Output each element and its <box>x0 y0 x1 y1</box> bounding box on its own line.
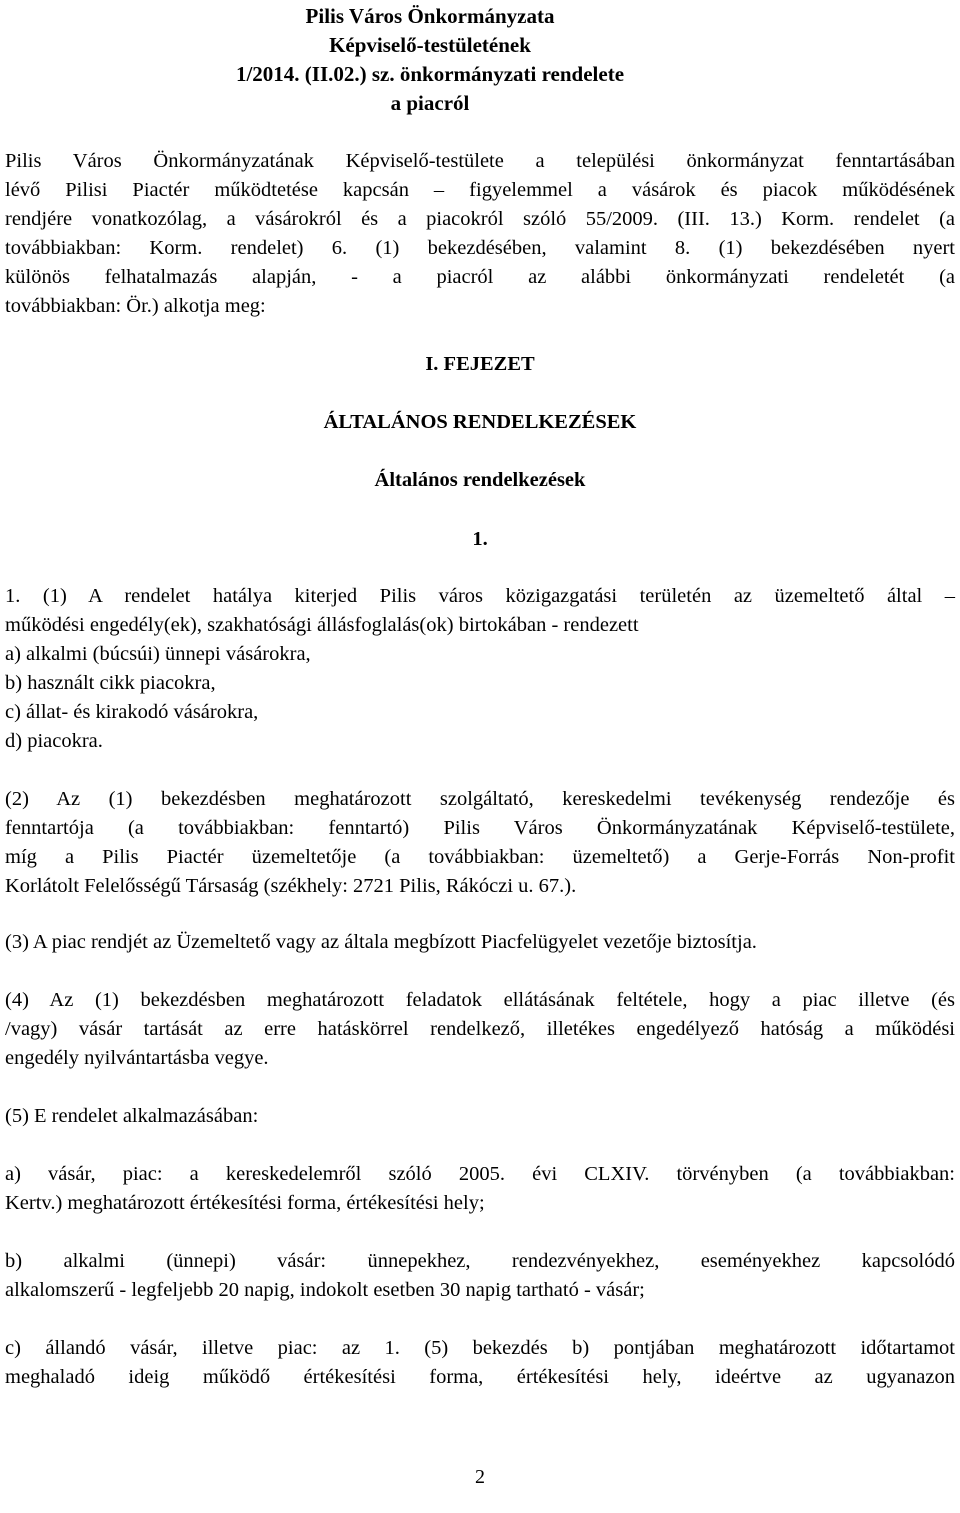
paragraph-line: engedély nyilvántartásba vegye. <box>5 1047 269 1069</box>
definition-line: c) állandó vásár, illetve piac: az 1. (5) bekezdés b) pontjában meghatározott időtartamot <box>5 1337 955 1359</box>
list-item: c) állat- és kirakodó vásárokra, <box>5 701 259 723</box>
preamble-paragraph <box>5 147 955 321</box>
list-item: a) alkalmi (búcsúi) ünnepi vásárokra, <box>5 643 311 665</box>
paragraph-line: Korlátolt Felelősségű Társaság (székhely: 2721 Pilis, Rákóczi u. 67.). <box>5 875 577 897</box>
preamble-line: lévő Pilisi Piactér működtetése kapcsán – figyelemmel a vásárok és piacok működésének <box>5 179 955 201</box>
paragraph-line: 1. (1) A rendelet hatálya kiterjed Pilis város közigazgatási területén az üzemeltető által – <box>5 585 955 607</box>
title-line-subject: a piacról <box>390 91 470 115</box>
chapter-title: ÁLTALÁNOS RENDELKEZÉSEK <box>323 411 637 433</box>
preamble-line: továbbiakban: Ör.) alkotja meg: <box>5 295 266 317</box>
definition-line: Kertv.) meghatározott értékesítési forma, értékesítési hely; <box>5 1192 485 1214</box>
preamble-line: Pilis Város Önkormányzatának Képviselő-testülete a települési önkormányzat fenntartásában <box>5 150 955 172</box>
paragraph-2 <box>5 785 955 901</box>
list-item: b) használt cikk piacokra, <box>5 672 216 694</box>
paragraph-line: fenntartója (a továbbiakban: fenntartó) Pilis Város Önkormányzatának Képviselő-testülete, <box>5 817 955 839</box>
paragraph-3 <box>5 928 955 957</box>
title-line-municipality: Pilis Város Önkormányzata <box>305 4 555 28</box>
paragraph-line: /vagy) vásár tartását az erre hatáskörrel rendelkező, illetékes engedélyező hatóság a működési <box>5 1018 955 1040</box>
definition-b <box>5 1247 955 1305</box>
chapter-number: I. FEJEZET <box>425 353 535 375</box>
title-line-decree-number: 1/2014. (II.02.) sz. önkormányzati rendelete <box>235 62 625 86</box>
definition-a <box>5 1160 955 1218</box>
definition-line: a) vásár, piac: a kereskedelemről szóló 2005. évi CLXIV. törvényben (a továbbiakban: <box>5 1163 955 1185</box>
definition-c <box>5 1334 955 1392</box>
paragraph-4 <box>5 986 955 1073</box>
page-number: 2 <box>475 1466 485 1488</box>
definition-line: meghaladó ideig működő értékesítési forma, értékesítési hely, ideértve az ugyanazon <box>5 1366 955 1388</box>
paragraph-1 <box>5 582 955 756</box>
section-heading: 1. <box>472 528 488 550</box>
paragraph-5 <box>5 1102 955 1131</box>
preamble-line: rendjére vonatkozólag, a vásárokról és a piacokról szóló 55/2009. (III. 13.) Korm. rendelet (a <box>5 208 955 230</box>
paragraph-line: (3) A piac rendjét az Üzemeltető vagy az általa megbízott Piacfelügyelet vezetője biztosítja. <box>5 931 757 953</box>
definition-line: b) alkalmi (ünnepi) vásár: ünnepekhez, rendezvényekhez, eseményekhez kapcsolódó <box>5 1250 955 1272</box>
document-title <box>0 2 860 118</box>
preamble-line: továbbiakban: Korm. rendelet) 6. (1) bekezdésében, valamint 8. (1) bekezdésében nyert <box>5 237 955 259</box>
paragraph-line: míg a Pilis Piactér üzemeltetője (a továbbiakban: üzemeltető) a Gerje-Forrás Non-profit <box>5 846 955 868</box>
paragraph-line: (2) Az (1) bekezdésben meghatározott szolgáltató, kereskedelmi tevékenység rendezője és <box>5 788 955 810</box>
title-line-body: Képviselő-testületének <box>329 33 531 57</box>
paragraph-line: működési engedély(ek), szakhatósági állásfoglalás(ok) birtokában - rendezett <box>5 614 639 636</box>
chapter-subtitle: Általános rendelkezések <box>374 469 586 491</box>
paragraph-line: (5) E rendelet alkalmazásában: <box>5 1105 259 1127</box>
definition-line: alkalomszerű - legfeljebb 20 napig, indokolt esetben 30 napig tartható - vásár; <box>5 1279 645 1301</box>
preamble-line: különös felhatalmazás alapján, - a piacról az alábbi önkormányzati rendeletét (a <box>5 266 955 288</box>
paragraph-line: (4) Az (1) bekezdésben meghatározott feladatok ellátásának feltétele, hogy a piac illetve (és <box>5 989 955 1011</box>
list-item: d) piacokra. <box>5 730 103 752</box>
